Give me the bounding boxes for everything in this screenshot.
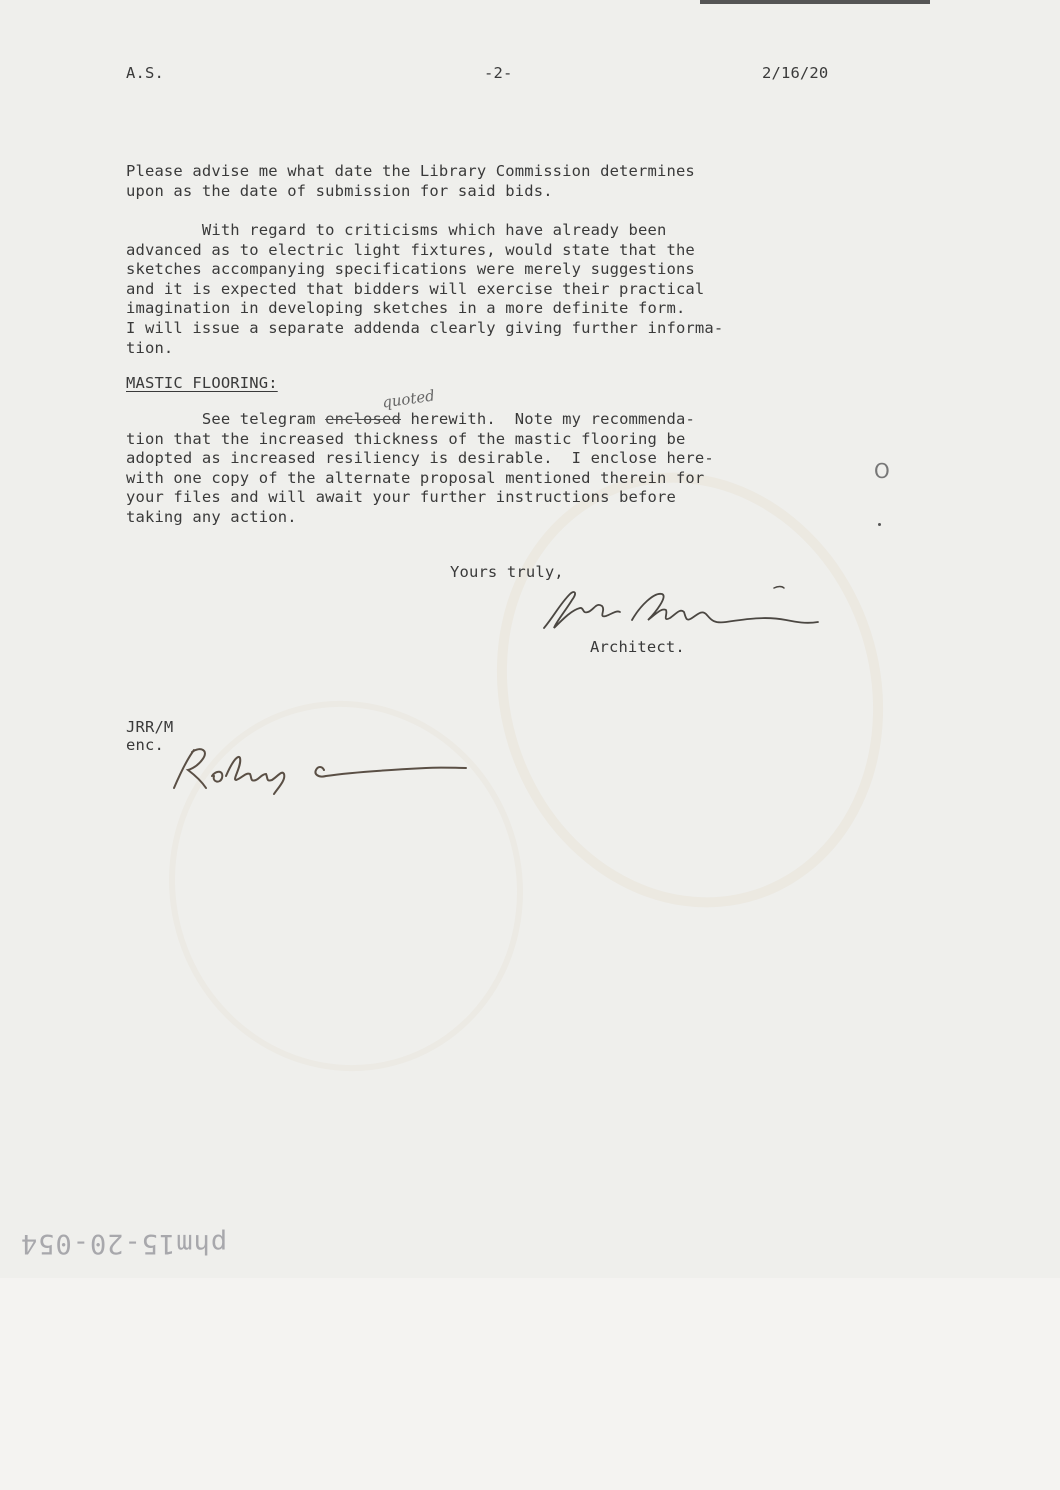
- top-edge-strip: [700, 0, 930, 4]
- handwritten-initials: [166, 740, 476, 800]
- signature-title: Architect.: [590, 638, 685, 656]
- architect-signature: [536, 582, 826, 642]
- archive-stamp: phm15-20-054: [20, 1228, 228, 1259]
- margin-mark: O: [874, 459, 890, 483]
- paragraph-2: With regard to criticisms which have already been advanced as to electric light fixtures, would state that the sketches accompanying specifications were merely suggestions and it is expected that bidders will exercise their practical imagination in developing sketches in a more definite form. I will issue a separate addenda clearly giving further informa- tion.: [126, 221, 724, 357]
- typist-initials: JRR/M: [126, 718, 174, 736]
- paragraph-3-after: herewith. Note my recommenda- tion that the increased thickness of the mastic flooring be adopted as increased resiliency is desirable. I enclose here- with one copy of the alternate proposal mentioned therein for your files and will await your further instructions before taking any action.: [126, 410, 714, 526]
- paragraph-1: Please advise me what date the Library Commission determines upon as the date of submission for said bids.: [126, 162, 695, 200]
- enclosure-note: enc.: [126, 736, 164, 754]
- paragraph-3: [126, 410, 714, 528]
- header-left: A.S.: [126, 64, 164, 82]
- margin-dot: [878, 523, 881, 526]
- page-number: -2-: [484, 64, 513, 82]
- header-date: 2/16/20: [762, 64, 829, 82]
- handwritten-correction: quoted: [381, 386, 436, 412]
- paragraph-3-before: See telegram: [126, 410, 326, 428]
- struck-word: enclosed: [325, 410, 401, 428]
- section-heading: MASTIC FLOORING:: [126, 374, 278, 392]
- closing-salutation: Yours truly,: [450, 563, 564, 581]
